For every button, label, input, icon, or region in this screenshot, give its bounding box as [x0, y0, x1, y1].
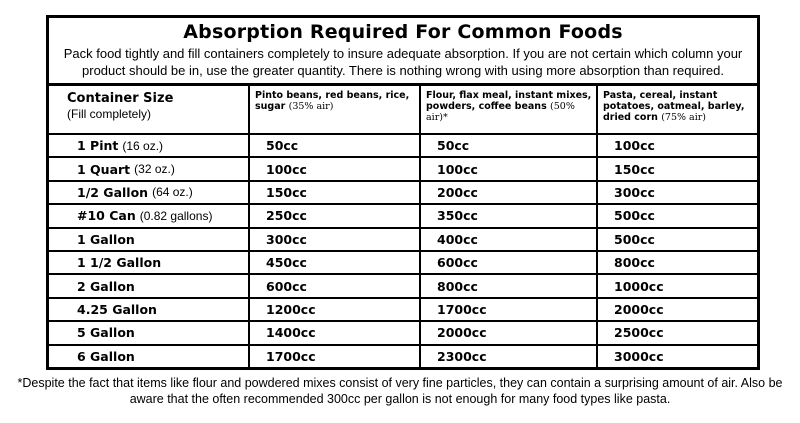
absorption-value-col2: 1700cc — [421, 299, 596, 320]
header-container-size — [49, 86, 248, 133]
table-row-size — [49, 205, 248, 226]
absorption-value-col3: 500cc — [598, 229, 757, 250]
absorption-value-col1: 450cc — [250, 252, 419, 273]
header-col1 — [250, 86, 419, 133]
absorption-value-col3: 1000cc — [598, 275, 757, 296]
absorption-value-col2: 800cc — [421, 275, 596, 296]
table-row-size — [49, 158, 248, 179]
absorption-value-col3: 100cc — [598, 135, 757, 156]
container-size-label: 6 Gallon — [77, 348, 135, 364]
table-row-size — [49, 322, 248, 343]
container-size-label: 1 Gallon — [77, 231, 135, 247]
page-title: Absorption Required For Common Foods — [183, 21, 623, 43]
table-row-size — [49, 252, 248, 273]
container-size-label: 2 Gallon — [77, 278, 135, 294]
absorption-value-col3: 500cc — [598, 205, 757, 226]
absorption-value-col3: 800cc — [598, 252, 757, 273]
absorption-value-col3: 2000cc — [598, 299, 757, 320]
container-size-label: 1 Pint — [77, 138, 119, 154]
absorption-value-col3: 3000cc — [598, 346, 757, 367]
absorption-value-col1: 250cc — [250, 205, 419, 226]
header-container-note: (Fill completely) — [67, 107, 152, 121]
absorption-value-col2: 350cc — [421, 205, 596, 226]
absorption-value-col3: 150cc — [598, 158, 757, 179]
table-row-size — [49, 299, 248, 320]
absorption-value-col1: 600cc — [250, 275, 419, 296]
absorption-chart — [46, 15, 760, 370]
absorption-value-col1: 150cc — [250, 182, 419, 203]
table-row-size — [49, 229, 248, 250]
container-size-label: 1 1/2 Gallon — [77, 255, 162, 271]
container-size-note: (64 oz.) — [152, 185, 193, 200]
container-size-label: 1 Quart — [77, 161, 131, 177]
container-size-note: (16 oz.) — [122, 138, 164, 153]
absorption-value-col1: 50cc — [250, 135, 419, 156]
absorption-table — [49, 86, 757, 367]
absorption-value-col1: 100cc — [250, 158, 419, 179]
header-col3-note: (75% air) — [661, 112, 707, 123]
absorption-value-col2: 200cc — [421, 182, 596, 203]
table-row-size — [49, 275, 248, 296]
absorption-value-col2: 2300cc — [421, 346, 596, 367]
table-row-size — [49, 135, 248, 156]
absorption-value-col1: 1200cc — [250, 299, 419, 320]
absorption-value-col3: 2500cc — [598, 322, 757, 343]
absorption-value-col2: 100cc — [421, 158, 596, 179]
header-col3-label: Pasta, cereal, instant potatoes, oatmeal, barley, dried corn — [603, 90, 745, 123]
absorption-value-col1: 1700cc — [250, 346, 419, 367]
container-size-label: 5 Gallon — [77, 325, 135, 341]
container-size-label: 1/2 Gallon — [77, 184, 149, 200]
header-col3 — [598, 86, 757, 133]
header-col1-note: (35% air) — [288, 101, 334, 112]
header-container-label: Container Size — [67, 91, 174, 106]
header-col2-label: Flour, flax meal, instant mixes, powders, coffee beans — [426, 90, 592, 112]
absorption-value-col3: 300cc — [598, 182, 757, 203]
absorption-value-col2: 2000cc — [421, 322, 596, 343]
header-col1-label: Pinto beans, red beans, rice, sugar — [255, 90, 410, 112]
container-size-note: (0.82 gallons) — [139, 208, 213, 223]
header-col2-note: (50% air)* — [426, 101, 575, 123]
container-size-label: #10 Can — [77, 208, 136, 224]
absorption-value-col1: 300cc — [250, 229, 419, 250]
absorption-value-col2: 400cc — [421, 229, 596, 250]
container-size-note: (32 oz.) — [134, 162, 175, 177]
absorption-value-col1: 1400cc — [250, 322, 419, 343]
table-row-size — [49, 182, 248, 203]
footnote: *Despite the fact that items like flour and powdered mixes consist of very fine particles, they can contain a surprising amount of air. Also be aware that the often recommended 300cc per gallon is not enough for many food types like pasta. — [17, 376, 783, 406]
container-size-label: 4.25 Gallon — [77, 301, 157, 317]
chart-header — [49, 18, 757, 86]
table-row-size — [49, 346, 248, 367]
absorption-value-col2: 50cc — [421, 135, 596, 156]
absorption-value-col2: 600cc — [421, 252, 596, 273]
intro-text: Pack food tightly and fill containers completely to insure adequate absorption. If you are not certain which column your product should be in, use the greater quantity. There is nothing wrong with using more absorption than required. — [63, 46, 743, 78]
header-col2 — [421, 86, 596, 133]
